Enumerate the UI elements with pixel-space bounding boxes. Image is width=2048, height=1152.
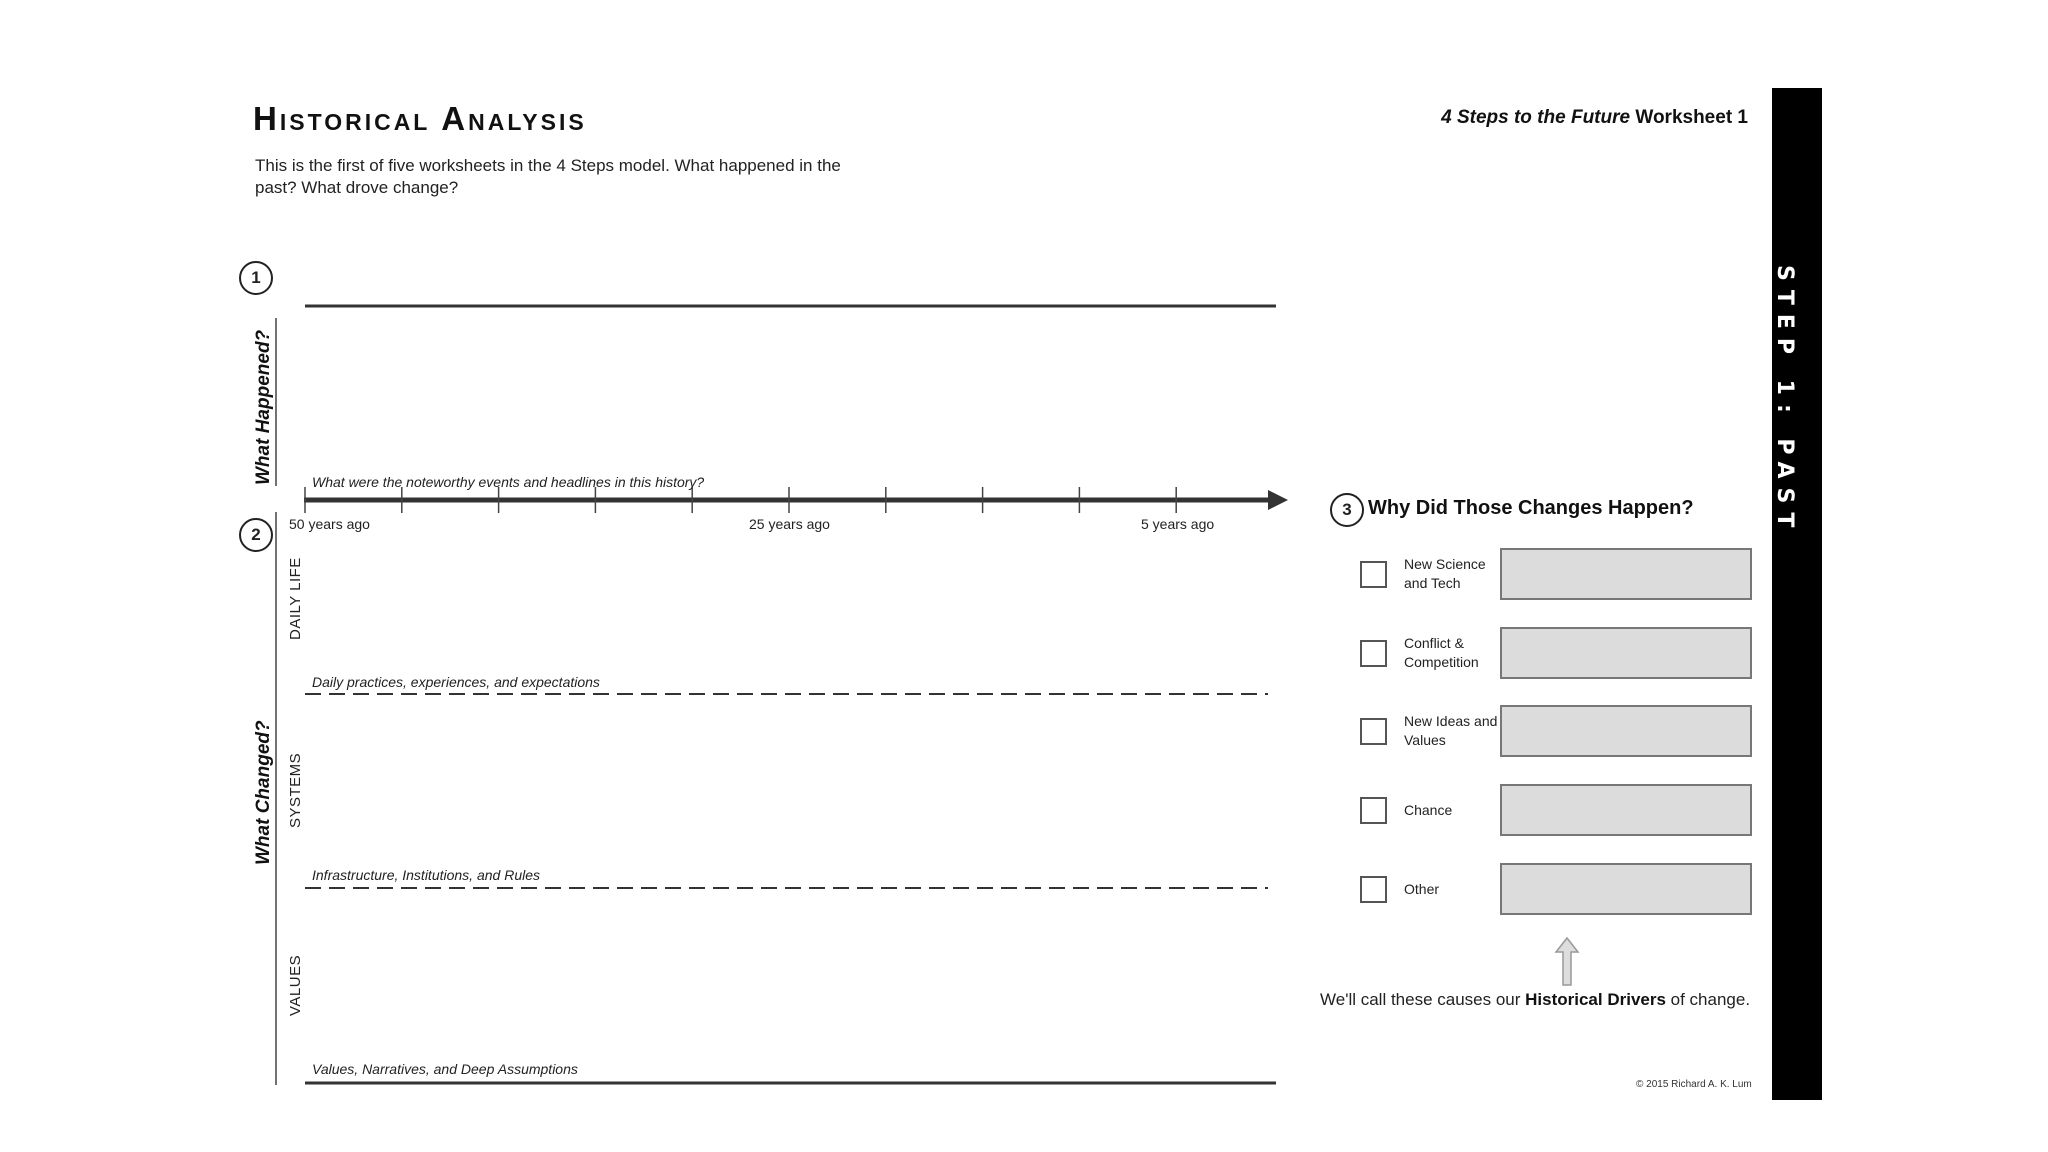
driver-answer-box[interactable] (1500, 863, 1752, 915)
driver-checkbox[interactable] (1360, 640, 1387, 667)
driver-label: Conflict & Competition (1404, 635, 1479, 670)
section1-number: 1 (239, 261, 273, 295)
band-hint-daily-life: Daily practices, experiences, and expectations (312, 674, 600, 690)
band-label-values: VALUES (287, 954, 304, 1016)
drivers-note-bold: Historical Drivers (1525, 990, 1666, 1009)
driver-answer-box[interactable] (1500, 784, 1752, 836)
drivers-note-before: We'll call these causes our (1320, 990, 1526, 1009)
band-hint-values: Values, Narratives, and Deep Assumptions (312, 1061, 578, 1077)
driver-row-science-tech (1360, 548, 1760, 600)
driver-checkbox[interactable] (1360, 561, 1387, 588)
section2-label: What Changed? (253, 720, 274, 865)
driver-answer-box[interactable] (1500, 705, 1752, 757)
driver-answer-box[interactable] (1500, 627, 1752, 679)
driver-checkbox[interactable] (1360, 797, 1387, 824)
tick-label-5-years: 5 years ago (1141, 516, 1215, 532)
driver-checkbox[interactable] (1360, 876, 1387, 903)
section1-hint: What were the noteworthy events and headlines in this history? (312, 474, 705, 490)
band-label-systems: SYSTEMS (287, 752, 304, 828)
driver-row-ideas-values (1360, 705, 1760, 757)
tick-label-25-years: 25 years ago (749, 516, 830, 532)
tick-label-50-years: 50 years ago (289, 516, 370, 532)
drivers-note-after: of change. (1665, 990, 1751, 1009)
page-title: Historical Analysis (253, 100, 587, 137)
driver-row-other (1360, 863, 1760, 915)
driver-label: Chance (1404, 801, 1453, 818)
driver-checkbox[interactable] (1360, 718, 1387, 745)
section3-title: Why Did Those Changes Happen? (1368, 497, 1694, 519)
drivers-note (1320, 990, 1750, 1010)
driver-answer-box[interactable] (1500, 548, 1752, 600)
section2-number: 2 (239, 518, 273, 552)
driver-label: New Science and Tech (1404, 556, 1486, 591)
section1-label: What Happened? (253, 329, 274, 485)
page-subtitle: This is the first of five worksheets in the 4 Steps model. What happened in the past? What drove change? (255, 156, 841, 197)
driver-row-conflict (1360, 627, 1760, 679)
band-hint-systems: Infrastructure, Institutions, and Rules (312, 867, 540, 883)
copyright: © 2015 Richard A. K. Lum (1636, 1079, 1752, 1090)
driver-label: Other (1404, 880, 1440, 897)
driver-label: New Ideas and Values (1404, 713, 1498, 748)
driver-row-chance (1360, 784, 1760, 836)
step-sidebar-label: STEP 1: PAST (1772, 265, 1797, 537)
section3-number: 3 (1330, 493, 1364, 527)
timeline-arrowhead (1268, 490, 1288, 510)
band-label-daily-life: DAILY LIFE (287, 557, 304, 640)
drivers-up-arrow (1556, 938, 1578, 985)
worksheet-series-name: 4 Steps to the Future (1441, 107, 1631, 128)
worksheet-number: Worksheet 1 (1630, 107, 1748, 128)
